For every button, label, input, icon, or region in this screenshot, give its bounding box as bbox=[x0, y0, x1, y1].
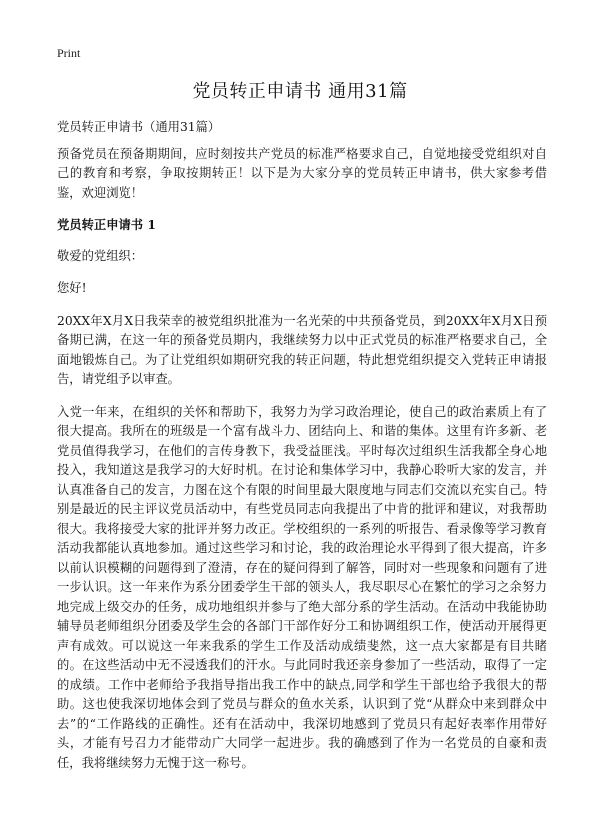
intro-paragraph: 预备党员在预备期期间，应时刻按共产党员的标准严格要求自己，自觉地接受党组织对自己的教育和考察，争取按期转正！以下是为大家分享的党员转正申请书，供大家参考借鉴，欢迎浏览！ bbox=[57, 146, 547, 200]
letter-greeting: 您好! bbox=[57, 281, 87, 295]
section-heading: 党员转正申请书 1 bbox=[57, 217, 156, 232]
letter-salutation: 敬爱的党组织： bbox=[57, 248, 144, 263]
body-paragraph: 入党一年来，在组织的关怀和帮助下，我努力为学习政治理论，使自己的政治素质上有了很大提高。我所在的班级是一个富有战斗力、团结向上、和谐的集体。这里有许多新、老党员值得我学习，在他们的言传身教下，我受益匪浅。平时每次过组织生活我都全身心地投入，我知道这是我学习的大好时机。在讨论和集体学习中，我静心聆听大家的发言，并认真准备自己的发言，力图在这个有限的时间里最大限度地与同志们交流以充实自己。特别是最近的民主评议党员活动中，有些党员同志向我提出了中肯的批评和建议，对我帮助很大。我将接受大家的批评并努力改正。学校组织的一系列的听报告、看录像等学习教育活动我都能认真地参加。通过这些学习和讨论，我的政治理论水平得到了很大提高，许多以前认识模糊的问题得到了澄清，存在的疑问得到了解答，同时对一些现象和问题有了进一步认识。这一年来作为系分团委学生干部的领头人，我尽职尽心在繁忙的学习之余努力地完成上级交办的任务，成功地组织并参与了绝大部分系的学生活动。在活动中我能协助辅导员老师组织分团委及学生会的各部门干部作好分工和协调组织工作，使活动开展得更声有成效。可以说这一年来我系的学生工作及活动成绩斐然，这一点大家都是有目共睹的。在这些活动中无不浸透我们的汗水。与此同时我还亲身参加了一些活动，取得了一定的成绩。工作中老师给予我指导指出我工作中的缺点,同学和学生干部也给予我很大的帮助。这也使我深切地体会到了党员与群众的鱼水关系，认识到了党“从群众中来到群众中去”的“工作路线的正确性。还有在活动中，我深切地感到了党员只有起好表率作用带好头，才能有号召力才能带动广大同学一起进步。我的确感到了作为一名党员的自豪和责任，我将继续努力无愧于这一称号。 bbox=[57, 404, 547, 770]
body-paragraph: 20XX年X月X日我荣幸的被党组织批准为一名光荣的中共预备党员，到20XX年X月X日预备期已满，在这一年的预备党员期内，我继续努力以中正式党员的标准严格要求自己，全面地锻炼自己。为了让党组织如期研究我的转正问题，特此想党组织提交入党转正申请报告，请党组予以审查。 bbox=[57, 313, 547, 386]
print-link[interactable]: Print bbox=[57, 46, 81, 60]
document-body bbox=[57, 118, 547, 773]
document-subtitle: 党员转正申请书（通用31篇） bbox=[57, 120, 221, 134]
page-title: 党员转正申请书 通用31篇 bbox=[192, 81, 408, 102]
